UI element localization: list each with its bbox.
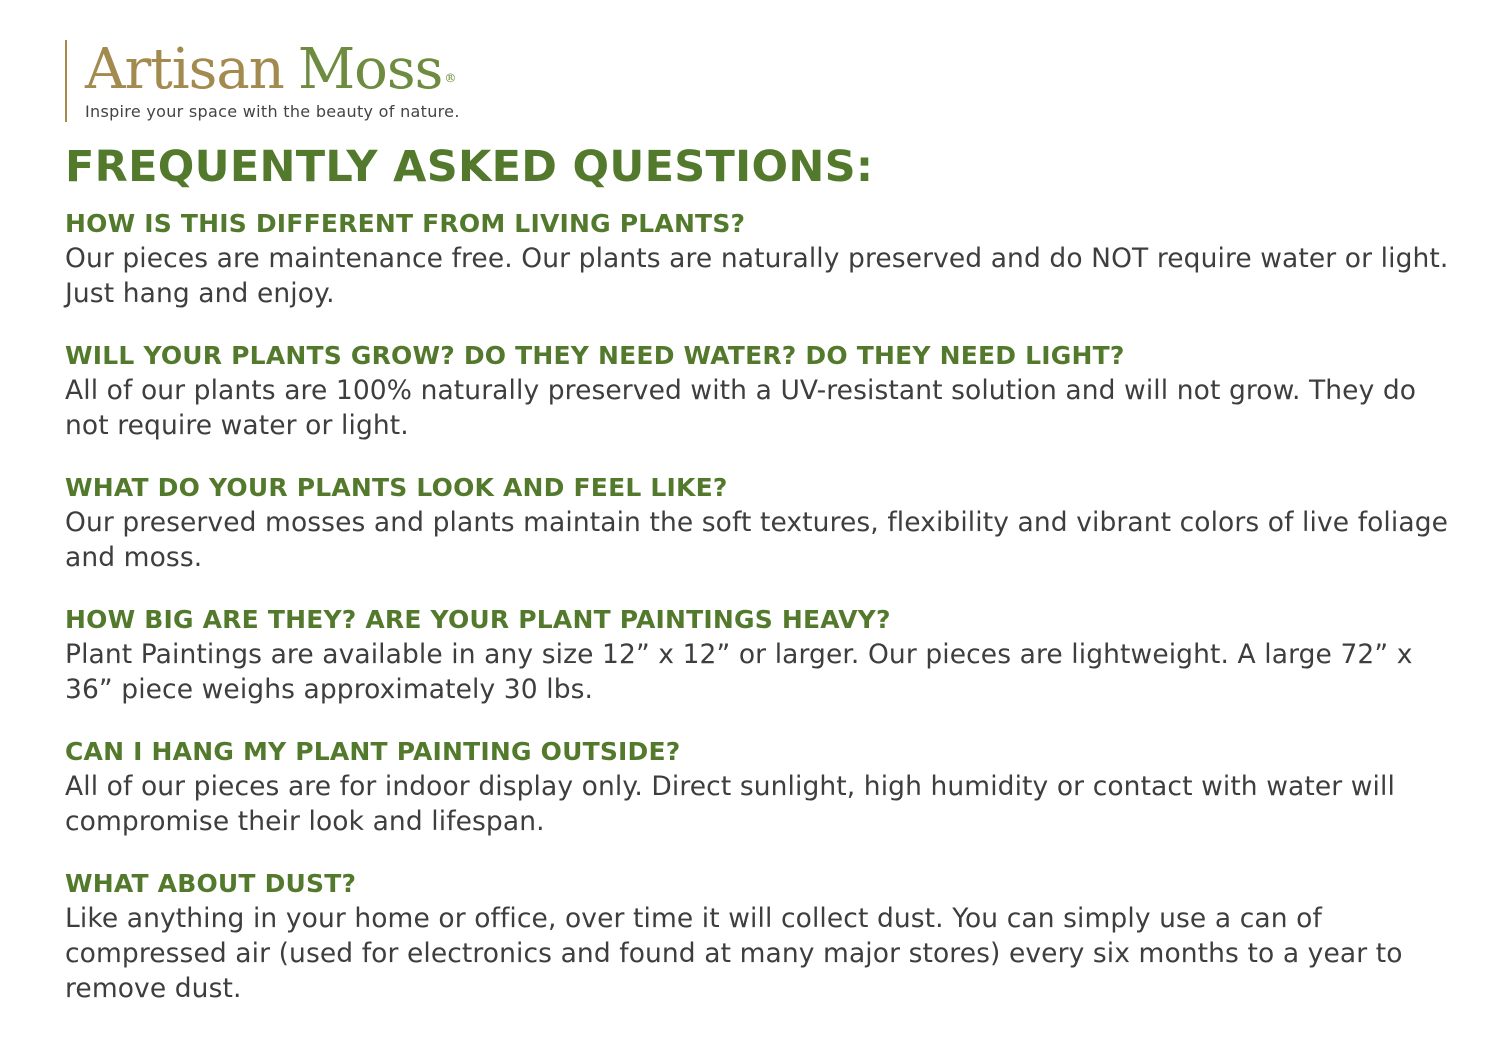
page-title: FREQUENTLY ASKED QUESTIONS:	[65, 142, 874, 192]
faq-question: CAN I HANG MY PLANT PAINTING OUTSIDE?	[65, 737, 681, 766]
faq-item	[65, 866, 1455, 1006]
faq-answer: Our preserved mosses and plants maintain the soft textures, flexibility and vibrant colors of live foliage and moss.	[65, 507, 1449, 573]
faq-question: WHAT DO YOUR PLANTS LOOK AND FEEL LIKE?	[65, 473, 728, 502]
faq-item	[65, 734, 1455, 839]
brand-wordmark	[85, 37, 460, 102]
faq-answer: Like anything in your home or office, over time it will collect dust. You can simply use a can of compressed air (used for electronics and found at many major stores) every six months to a year to remove dust.	[65, 903, 1403, 1004]
brand-tagline: Inspire your space with the beauty of nature.	[85, 102, 460, 121]
faq-question: WHAT ABOUT DUST?	[65, 869, 357, 898]
faq-answer: All of our plants are 100% naturally preserved with a UV-resistant solution and will not grow. They do not require water or light.	[65, 375, 1417, 441]
faq-answer: All of our pieces are for indoor display only. Direct sunlight, high humidity or contact with water will compromise their look and lifespan.	[65, 771, 1395, 837]
faq-item	[65, 206, 1455, 311]
faq-list	[65, 206, 1455, 1033]
faq-answer: Our pieces are maintenance free. Our plants are naturally preserved and do NOT require water or light. Just hang and enjoy.	[65, 243, 1449, 309]
faq-question: HOW IS THIS DIFFERENT FROM LIVING PLANTS?	[65, 209, 746, 238]
registered-mark: ®	[444, 71, 456, 85]
faq-answer: Plant Paintings are available in any size 12” x 12” or larger. Our pieces are lightweight. A large 72” x 36” piece weighs approximately 30 lbs.	[65, 639, 1413, 705]
brand-logo	[65, 37, 460, 122]
brand-name-artisan: Artisan	[85, 37, 284, 102]
faq-item	[65, 470, 1455, 575]
faq-item	[65, 602, 1455, 707]
faq-question: WILL YOUR PLANTS GROW? DO THEY NEED WATER? DO THEY NEED LIGHT?	[65, 341, 1125, 370]
brand-name-moss: Moss	[297, 37, 443, 102]
faq-item	[65, 338, 1455, 443]
faq-question: HOW BIG ARE THEY? ARE YOUR PLANT PAINTINGS HEAVY?	[65, 605, 891, 634]
